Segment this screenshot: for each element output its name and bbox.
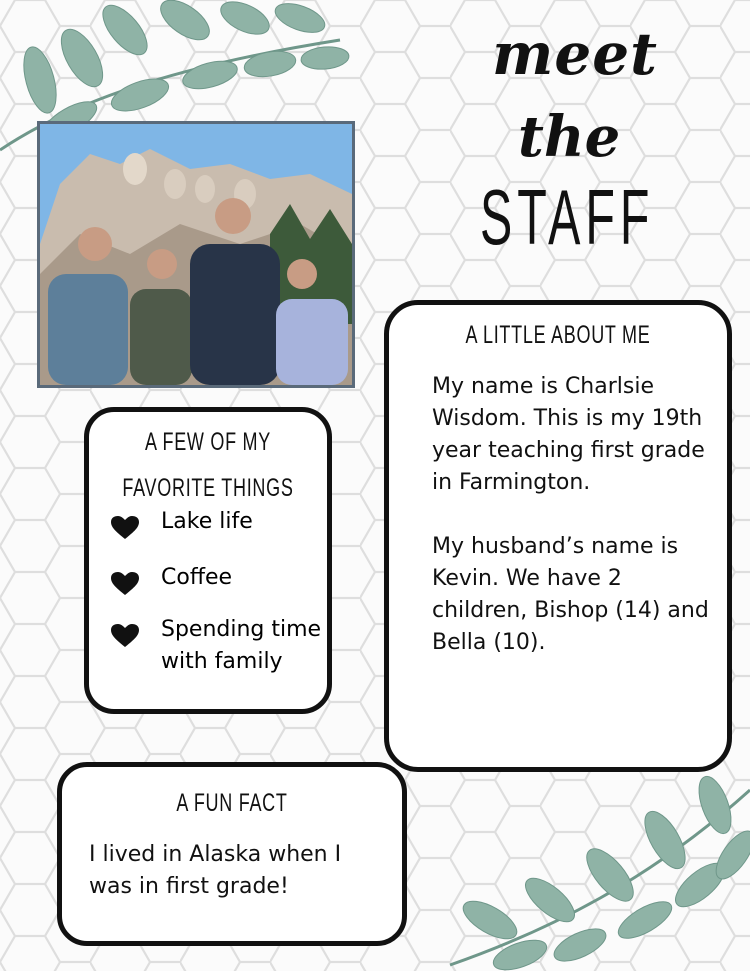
heart-icon bbox=[111, 624, 139, 648]
heart-icon bbox=[111, 516, 139, 540]
favorite-things-heading-line-2: FAVORITE THINGS bbox=[122, 474, 294, 502]
favorite-things-card bbox=[84, 407, 332, 714]
family-photo-mount-rushmore-icon bbox=[40, 124, 352, 385]
favorite-item-label: Coffee bbox=[161, 565, 233, 590]
fun-fact-heading: A FUN FACT bbox=[176, 789, 288, 817]
about-me-paragraph-2: My husband’s name is Kevin. We have 2 children, Bishop (14) and Bella (10). bbox=[432, 534, 709, 655]
about-me-heading: A LITTLE ABOUT ME bbox=[465, 321, 651, 349]
list-item bbox=[103, 562, 323, 594]
family-photo bbox=[37, 121, 355, 388]
favorite-item-label: Spending time with family bbox=[161, 617, 322, 674]
favorite-things-heading-line-1: A FEW OF MY bbox=[145, 428, 271, 456]
about-me-paragraph-1: My name is Charlsie Wisdom. This is my 19th year teaching first grade in Farmington. bbox=[432, 374, 705, 495]
title-meet: meet bbox=[492, 20, 658, 88]
fun-fact-text: I lived in Alaska when I was in first grade! bbox=[89, 842, 342, 899]
about-me-text bbox=[432, 371, 722, 691]
title-the: the bbox=[518, 104, 621, 170]
title-staff: STAFF bbox=[480, 173, 655, 261]
list-item bbox=[103, 614, 323, 678]
heart-icon bbox=[111, 572, 139, 596]
favorite-item-label: Lake life bbox=[161, 509, 253, 534]
list-item bbox=[103, 506, 323, 538]
fun-fact-card bbox=[57, 762, 407, 946]
eucalyptus-leaves-bottom-right bbox=[430, 770, 750, 971]
favorite-things-list bbox=[103, 506, 323, 678]
about-me-card bbox=[384, 300, 732, 772]
